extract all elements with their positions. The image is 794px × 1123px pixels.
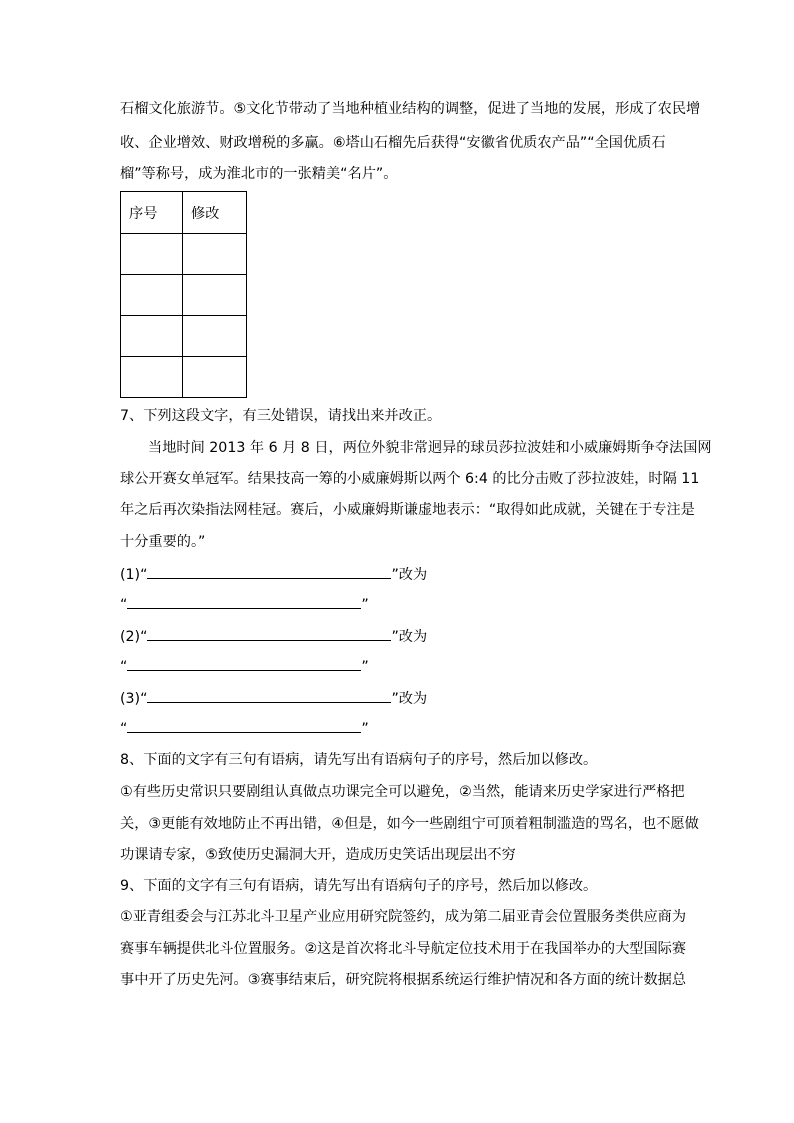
table-row [121,234,247,275]
answer-blank-correction[interactable] [127,594,361,609]
q8-passage-line-3: 功课请专家，⑤致使历史漏洞大开，造成历史笑话出现层出不穷 [120,847,516,863]
q7-answer-3-correction [120,718,369,739]
answer-change-text: ”改为 [391,629,428,645]
table-cell[interactable] [121,234,183,275]
q7-answer-3-original [120,688,427,709]
open-quote: “ [120,597,128,613]
answer-change-text: ”改为 [391,691,428,707]
table-cell[interactable] [183,234,247,275]
q8-passage-line-2: 关，③更能有效地防止不再出错，④但是，如今一些剧组宁可顶着粗制滥造的骂名，也不愿做 [120,816,699,832]
table-cell[interactable] [183,316,247,357]
answer-blank-correction[interactable] [127,718,361,733]
q9-passage-line-3: 事中开了历史先河。③赛事结束后，研究院将根据系统运行维护情况和各方面的统计数据总 [120,972,687,988]
q7-answer-2-correction [120,656,369,677]
table-cell[interactable] [183,357,247,398]
table-header-revision: 修改 [183,192,247,234]
passage-top-line-1: 石榴文化旅游节。⑤文化节带动了当地种植业结构的调整，促进了当地的发展，形成了农民增 [120,101,701,117]
q7-passage-line-2: 球公开赛女单冠军。结果技高一筹的小威廉姆斯以两个 6:4 的比分击败了莎拉波娃，时隔 11 [120,471,700,487]
open-quote: “ [120,659,128,675]
answer-blank-original[interactable] [147,688,391,703]
table-header-row [121,192,247,234]
q7-prompt: 7、下列这段文字，有三处错误，请找出来并改正。 [120,408,442,424]
close-quote: ” [361,721,369,737]
answer-label: (1)“ [120,567,148,583]
correction-table [120,191,247,398]
close-quote: ” [361,659,369,675]
answer-blank-original[interactable] [147,564,391,579]
table-row [121,275,247,316]
open-quote: “ [120,721,128,737]
answer-blank-correction[interactable] [127,656,361,671]
q9-passage-line-1: ①亚青组委会与江苏北斗卫星产业应用研究院签约，成为第二届亚青会位置服务类供应商为 [120,909,687,925]
q7-answer-1-original [120,564,427,585]
q7-answer-1-correction [120,594,369,615]
table-row [121,357,247,398]
q7-answer-2-original [120,626,427,647]
answer-label: (3)“ [120,691,148,707]
answer-change-text: ”改为 [391,567,428,583]
answer-blank-original[interactable] [147,626,391,641]
q9-prompt: 9、下面的文字有三句有语病，请先写出有语病句子的序号，然后加以修改。 [120,878,598,894]
table-cell[interactable] [183,275,247,316]
answer-label: (2)“ [120,629,148,645]
q7-passage-line-4: 十分重要的。” [120,534,206,550]
table-cell[interactable] [121,275,183,316]
close-quote: ” [361,597,369,613]
table-row [121,316,247,357]
table-cell[interactable] [121,357,183,398]
q9-passage-line-2: 赛事车辆提供北斗位置服务。②这是首次将北斗导航定位技术用于在我国举办的大型国际赛 [120,941,687,957]
table-header-number: 序号 [121,192,183,234]
table-cell[interactable] [121,316,183,357]
q7-passage-line-3: 年之后再次染指法网桂冠。赛后，小威廉姆斯谦虚地表示：“取得如此成就，关键在于专注是 [120,502,695,518]
q8-passage-line-1: ①有些历史常识只要剧组认真做点功课完全可以避免，②当然，能请来历史学家进行严格把 [120,784,685,800]
passage-top-line-2: 收、企业增效、财政增税的多赢。⑥塔山石榴先后获得“安徽省优质农产品”“全国优质石 [120,135,666,151]
q7-passage-line-1: 当地时间 2013 年 6 月 8 日，两位外貌非常迥异的球员莎拉波娃和小威廉姆斯争夺法国网 [148,440,712,456]
passage-top-line-3: 榴”等称号，成为淮北市的一张精美“名片”。 [120,166,398,182]
q8-prompt: 8、下面的文字有三句有语病，请先写出有语病句子的序号，然后加以修改。 [120,752,598,768]
